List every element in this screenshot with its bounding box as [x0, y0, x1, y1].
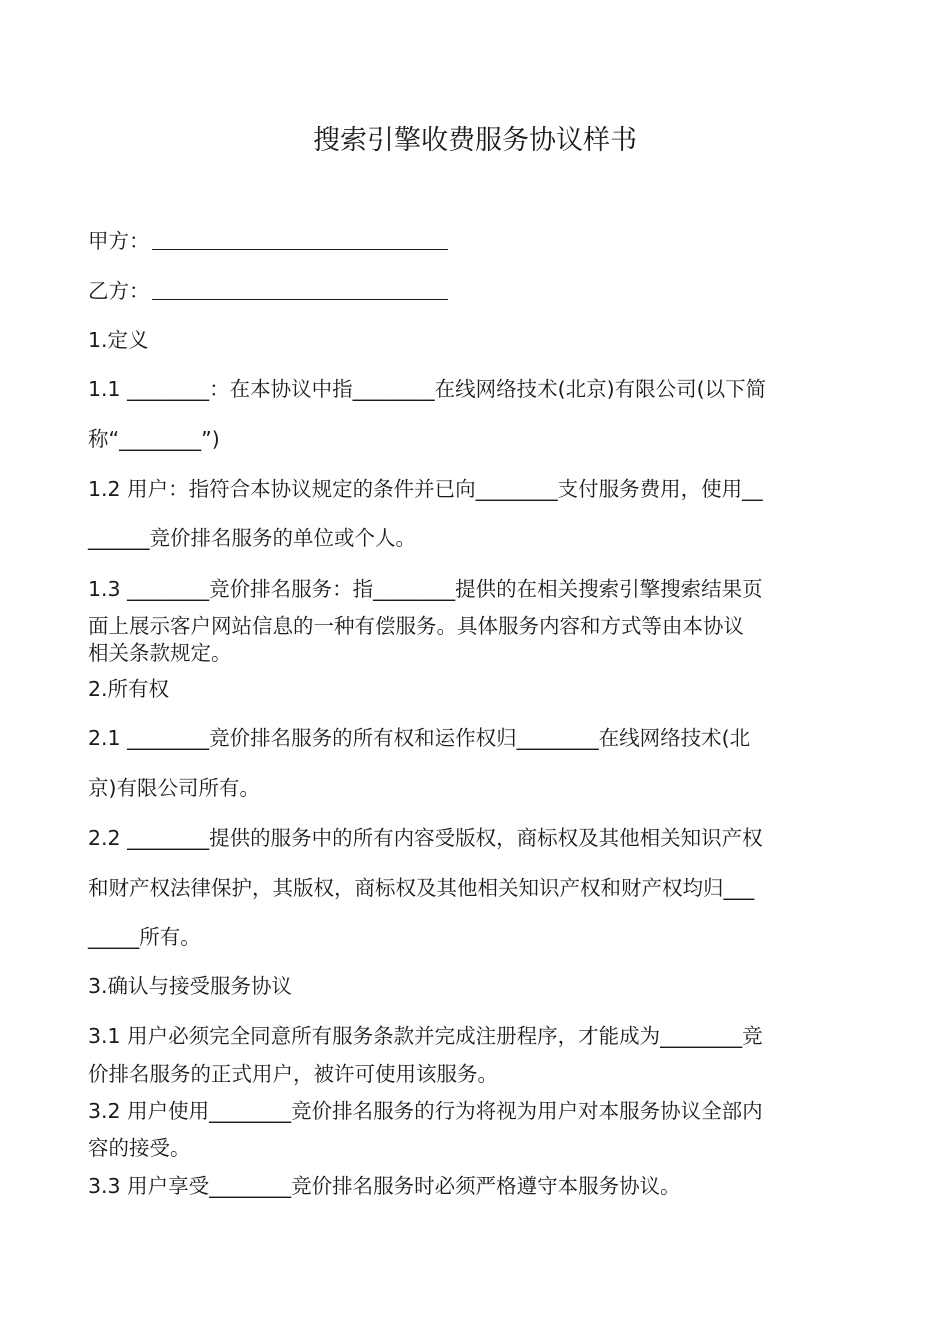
paragraph-line: 1.3 ________竞价排名服务：指________提供的在相关搜索引擎搜索结果页	[88, 577, 763, 601]
paragraph-line: 和财产权法律保护，其版权，商标权及其他相关知识产权和财产权均归___	[88, 876, 755, 900]
paragraph-line: ______竞价排名服务的单位或个人。	[88, 526, 416, 550]
paragraph-line: 3.2 用户使用________竞价排名服务的行为将视为用户对本服务协议全部内	[88, 1099, 763, 1123]
paragraph-line: 1.2 用户：指符合本协议规定的条件并已向________支付服务费用，使用__	[88, 477, 763, 501]
party-b-blank	[152, 281, 448, 300]
party-a-field	[88, 224, 864, 254]
party-b-label: 乙方：	[88, 279, 150, 303]
paragraph-line: 京)有限公司所有。	[88, 776, 260, 800]
paragraph-line: 称“________”)	[88, 427, 220, 451]
paragraph-line: _____所有。	[88, 925, 201, 949]
party-a-label: 甲方：	[88, 229, 150, 253]
paragraph-line: 2.1 ________竞价排名服务的所有权和运作权归________在线网络技术(北	[88, 726, 751, 750]
section-heading: 1.定义	[88, 328, 149, 352]
paragraph-line: 3.1 用户必须完全同意所有服务条款并完成注册程序，才能成为________竞	[88, 1024, 763, 1048]
party-b-field	[88, 274, 864, 304]
paragraph-line: 3.3 用户享受________竞价排名服务时必须严格遵守本服务协议。	[88, 1174, 681, 1198]
paragraph-line: 1.1 ________：在本协议中指________在线网络技术(北京)有限公司(以下简	[88, 377, 767, 401]
section-heading: 2.所有权	[88, 677, 170, 701]
party-a-blank	[152, 231, 448, 250]
paragraph-line: 2.2 ________提供的服务中的所有内容受版权，商标权及其他相关知识产权	[88, 826, 763, 850]
paragraph-line: 相关条款规定。	[88, 641, 232, 665]
paragraph-line: 面上展示客户网站信息的一种有偿服务。具体服务内容和方式等由本协议	[88, 614, 744, 638]
document-title: 搜索引擎收费服务协议样书	[313, 125, 637, 156]
paragraph-line: 价排名服务的正式用户，被许可使用该服务。	[88, 1062, 498, 1086]
paragraph-line: 容的接受。	[88, 1136, 191, 1160]
section-heading: 3.确认与接受服务协议	[88, 974, 293, 998]
